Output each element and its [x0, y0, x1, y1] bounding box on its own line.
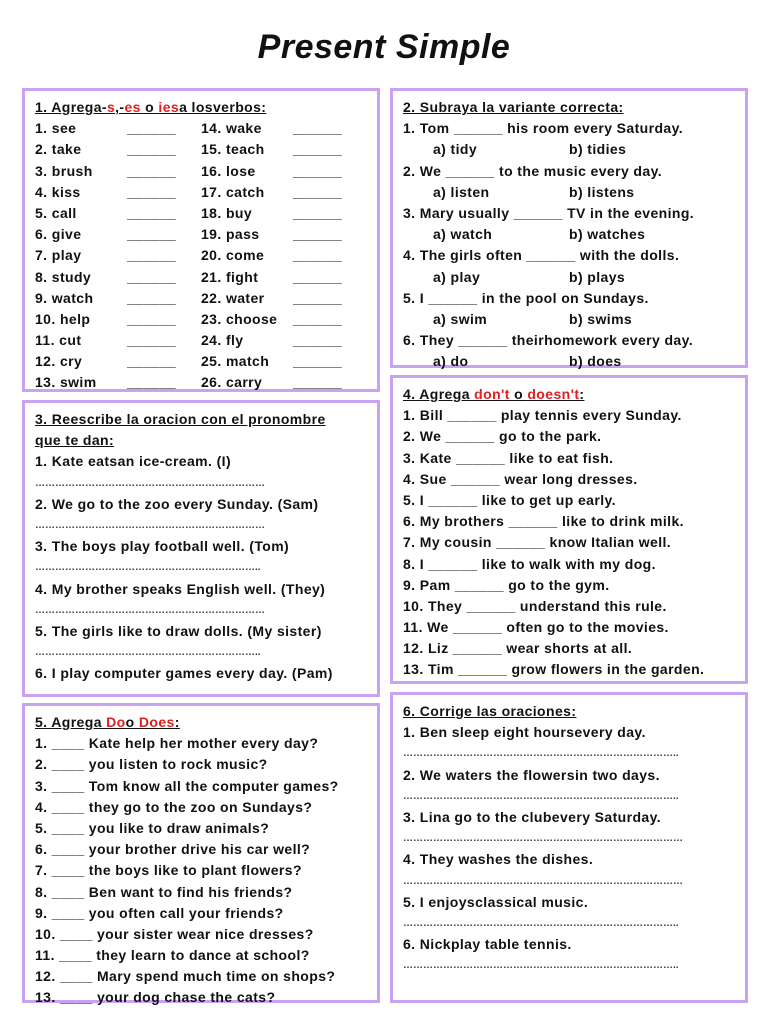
answer-line[interactable]: ………………………………………………………………………..	[403, 790, 679, 802]
verb-label: 19. pass	[201, 226, 260, 243]
heading-text: o	[140, 99, 159, 115]
verb-row	[201, 267, 367, 288]
answer-line[interactable]: ………………………………………………………………………..	[403, 917, 679, 929]
verb-row	[35, 224, 201, 245]
question: 13. ____ your dog chase the cats?	[35, 989, 276, 1006]
question: 3. Mary usually ______ TV in the evening.	[403, 204, 695, 221]
verb-label: 18. buy	[201, 204, 253, 221]
question: 5. I enjoysclassical music.	[403, 893, 589, 910]
options-row	[403, 182, 735, 203]
question: 3. Lina go to the clubevery Saturday.	[403, 808, 662, 825]
verb-label: 14. wake	[201, 120, 262, 137]
answer-line[interactable]: …………………………………………………………..	[35, 562, 261, 574]
answer-blank[interactable]: ______	[293, 204, 343, 221]
option-b[interactable]: b) watches	[569, 226, 646, 243]
verb-label: 5. call	[35, 204, 77, 221]
verb-row	[201, 224, 367, 245]
options-row	[403, 351, 735, 372]
heading-highlight: don't	[474, 386, 510, 402]
verb-label: 20. come	[201, 247, 265, 264]
question: 13. Tim ______ grow flowers in the garden.	[403, 661, 705, 678]
answer-line[interactable]: ……………………………………………………………	[35, 604, 265, 616]
exercise-4-box	[390, 375, 748, 684]
verb-row	[35, 372, 201, 393]
question: 12. ____ Mary spend much time on shops?	[35, 968, 336, 985]
option-b[interactable]: b) swims	[569, 310, 633, 327]
answer-blank[interactable]: ______	[127, 120, 177, 137]
question: 2. We waters the flowersin two days.	[403, 766, 660, 783]
answer-line[interactable]: ……………………………………………………………	[35, 477, 265, 489]
verb-row	[201, 330, 367, 351]
heading-highlight: doesn't	[527, 386, 580, 402]
option-b[interactable]: b) does	[569, 353, 622, 370]
option-a[interactable]: a) swim	[433, 310, 488, 327]
exercise-3-heading: 3. Reescribe la oracion con el pronombre	[35, 411, 326, 427]
question: 9. Pam ______ go to the gym.	[403, 576, 610, 593]
heading-text: o	[509, 386, 528, 402]
question: 9. ____ you often call your friends?	[35, 904, 284, 921]
question: 11. We ______ often go to the movies.	[403, 619, 669, 636]
verb-label: 25. match	[201, 353, 270, 370]
verb-row	[35, 203, 201, 224]
question: 6. My brothers ______ like to drink milk.	[403, 513, 684, 530]
question: 8. ____ Ben want to find his friends?	[35, 883, 293, 900]
verb-row	[201, 309, 367, 330]
option-a[interactable]: a) watch	[433, 226, 493, 243]
verb-label: 7. play	[35, 247, 82, 264]
verb-row	[201, 182, 367, 203]
answer-blank[interactable]: ______	[293, 353, 343, 370]
answer-blank[interactable]: ______	[127, 332, 177, 349]
exercise-5-heading	[35, 712, 367, 733]
answer-blank[interactable]: ______	[293, 332, 343, 349]
answer-blank[interactable]: ______	[293, 162, 343, 179]
options-row	[403, 224, 735, 245]
verb-row	[201, 351, 367, 372]
question: 6. ____ your brother drive his car well?	[35, 841, 311, 858]
answer-blank[interactable]: ______	[293, 268, 343, 285]
exercise-1-heading	[35, 97, 367, 118]
verb-label: 9. watch	[35, 289, 94, 306]
option-a[interactable]: a) tidy	[433, 141, 478, 158]
verb-label: 1. see	[35, 120, 77, 137]
heading-highlight: es	[124, 99, 141, 115]
question: 11. ____ they learn to dance at school?	[35, 947, 310, 964]
verb-row	[35, 267, 201, 288]
heading-text: a losverbos:	[179, 99, 267, 115]
answer-blank[interactable]: ______	[293, 374, 343, 391]
verb-row	[201, 288, 367, 309]
heading-text: :	[579, 386, 585, 402]
exercise-6-heading: 6. Corrige las oraciones:	[403, 703, 577, 719]
answer-blank[interactable]: ______	[127, 268, 177, 285]
question: 6. Nickplay table tennis.	[403, 936, 572, 953]
verb-row	[35, 118, 201, 139]
question: 10. ____ your sister wear nice dresses?	[35, 925, 314, 942]
question: 2. ____ you listen to rock music?	[35, 756, 268, 773]
heading-highlight: Do	[106, 714, 126, 730]
question: 5. I ______ like to get up early.	[403, 491, 616, 508]
answer-blank[interactable]: ______	[293, 141, 343, 158]
question: 1. Kate eatsan ice-cream. (I)	[35, 453, 232, 470]
answer-blank[interactable]: ______	[127, 226, 177, 243]
question: 4. Sue ______ wear long dresses.	[403, 470, 638, 487]
answer-line[interactable]: …………………………………………………………..	[35, 647, 261, 659]
verb-label: 4. kiss	[35, 183, 81, 200]
verb-label: 23. choose	[201, 310, 278, 327]
verb-label: 26. carry	[201, 374, 263, 391]
verb-label: 16. lose	[201, 162, 256, 179]
exercise-4-heading	[403, 384, 735, 405]
answer-blank[interactable]: ______	[293, 120, 343, 137]
answer-blank[interactable]: ______	[293, 226, 343, 243]
exercise-2-heading: 2. Subraya la variante correcta:	[403, 99, 624, 115]
answer-blank[interactable]: ______	[127, 247, 177, 264]
verb-label: 3. brush	[35, 162, 93, 179]
verb-label: 13. swim	[35, 374, 97, 391]
verb-label: 10. help	[35, 310, 91, 327]
options-row	[403, 139, 735, 160]
options-row	[403, 267, 735, 288]
question: 3. ____ Tom know all the computer games?	[35, 777, 339, 794]
question: 8. I ______ like to walk with my dog.	[403, 555, 656, 572]
verb-label: 17. catch	[201, 183, 265, 200]
exercise-6-box	[390, 692, 748, 1003]
question: 1. ____ Kate help her mother every day?	[35, 735, 319, 752]
verb-row	[35, 351, 201, 372]
answer-blank[interactable]: ______	[293, 289, 343, 306]
page-title: Present Simple	[257, 28, 511, 66]
heading-highlight: s	[106, 99, 116, 115]
answer-line[interactable]: ………………………………………………………………………..	[403, 748, 679, 760]
option-b[interactable]: b) plays	[569, 268, 626, 285]
verb-row	[201, 161, 367, 182]
question: 1. Ben sleep eight hoursevery day.	[403, 724, 646, 741]
option-a[interactable]: a) play	[433, 268, 481, 285]
heading-text: ,-	[115, 99, 125, 115]
verb-row	[201, 118, 367, 139]
question: 10. They ______ understand this rule.	[403, 597, 667, 614]
exercise-3-heading-cont: que te dan:	[35, 432, 115, 449]
question: 2. We ______ go to the park.	[403, 428, 602, 445]
verb-row	[201, 245, 367, 266]
answer-blank[interactable]: ______	[127, 353, 177, 370]
heading-text: 1. Agrega-	[35, 99, 107, 115]
question: 5. I ______ in the pool on Sundays.	[403, 289, 649, 306]
verb-row	[35, 288, 201, 309]
exercise-2-box	[390, 88, 748, 368]
option-a[interactable]: a) do	[433, 353, 469, 370]
verb-label: 6. give	[35, 226, 82, 243]
verb-label: 15. teach	[201, 141, 265, 158]
question: 12. Liz ______ wear shorts at all.	[403, 640, 633, 657]
options-row	[403, 309, 735, 330]
question: 6. I play computer games every day. (Pam)	[35, 665, 333, 682]
answer-blank[interactable]: ______	[127, 141, 177, 158]
heading-text: 5. Agrega	[35, 714, 107, 730]
verb-label: 22. water	[201, 289, 265, 306]
option-b[interactable]: b) listens	[569, 183, 635, 200]
question: 7. My cousin ______ know Italian well.	[403, 534, 672, 551]
heading-highlight: ies	[158, 99, 180, 115]
question: 2. We go to the zoo every Sunday. (Sam)	[35, 495, 319, 512]
answer-blank[interactable]: ______	[127, 289, 177, 306]
answer-blank[interactable]: ______	[127, 183, 177, 200]
verb-label: 11. cut	[35, 332, 82, 349]
question: 4. They washes the dishes.	[403, 851, 594, 868]
exercise-5-box	[22, 703, 380, 1006]
verb-row	[35, 309, 201, 330]
answer-blank[interactable]: ______	[293, 310, 343, 327]
answer-blank[interactable]: ______	[127, 374, 177, 391]
verb-row	[201, 139, 367, 160]
verb-row	[35, 139, 201, 160]
question: 2. We ______ to the music every day.	[403, 162, 663, 179]
answer-line[interactable]: …………………………………………………………………………	[403, 833, 683, 845]
option-a[interactable]: a) listen	[433, 183, 490, 200]
question: 6. They ______ theirhomework every day.	[403, 332, 694, 349]
heading-text: :	[174, 714, 180, 730]
heading-text: 4. Agrega	[403, 386, 475, 402]
verb-row	[201, 203, 367, 224]
verb-label: 24. fly	[201, 332, 244, 349]
answer-blank[interactable]: ______	[293, 183, 343, 200]
question: 1. Bill ______ play tennis every Sunday.	[403, 407, 682, 424]
question: 7. ____ the boys like to plant flowers?	[35, 862, 302, 879]
question: 4. My brother speaks English well. (They)	[35, 580, 326, 597]
verb-label: 21. fight	[201, 268, 259, 285]
exercise-3-box	[22, 400, 380, 697]
verb-label: 2. take	[35, 141, 82, 158]
answer-line[interactable]: ………………………………………………………………………..	[403, 960, 679, 972]
heading-text: o	[125, 714, 139, 730]
answer-blank[interactable]: ______	[127, 162, 177, 179]
verb-row	[35, 161, 201, 182]
answer-blank[interactable]: ______	[127, 310, 177, 327]
verb-row	[35, 330, 201, 351]
question: 4. The girls often ______ with the dolls.	[403, 247, 680, 264]
question: 5. ____ you like to draw animals?	[35, 819, 270, 836]
answer-line[interactable]: …………………………………………………………………………	[403, 875, 683, 887]
verb-label: 8. study	[35, 268, 92, 285]
verb-row	[35, 182, 201, 203]
answer-line[interactable]: ……………………………………………………………	[35, 519, 265, 531]
exercise-1-box	[22, 88, 380, 392]
question: 3. Kate ______ like to eat fish.	[403, 449, 614, 466]
question: 3. The boys play football well. (Tom)	[35, 538, 290, 555]
verb-label: 12. cry	[35, 353, 83, 370]
answer-blank[interactable]: ______	[127, 204, 177, 221]
question: 1. Tom ______ his room every Saturday.	[403, 120, 684, 137]
option-b[interactable]: b) tidies	[569, 141, 627, 158]
verb-row	[35, 245, 201, 266]
question: 5. The girls like to draw dolls. (My sister)	[35, 622, 322, 639]
answer-blank[interactable]: ______	[293, 247, 343, 264]
verb-row	[201, 372, 367, 393]
heading-highlight: Does	[138, 714, 175, 730]
question: 4. ____ they go to the zoo on Sundays?	[35, 798, 313, 815]
